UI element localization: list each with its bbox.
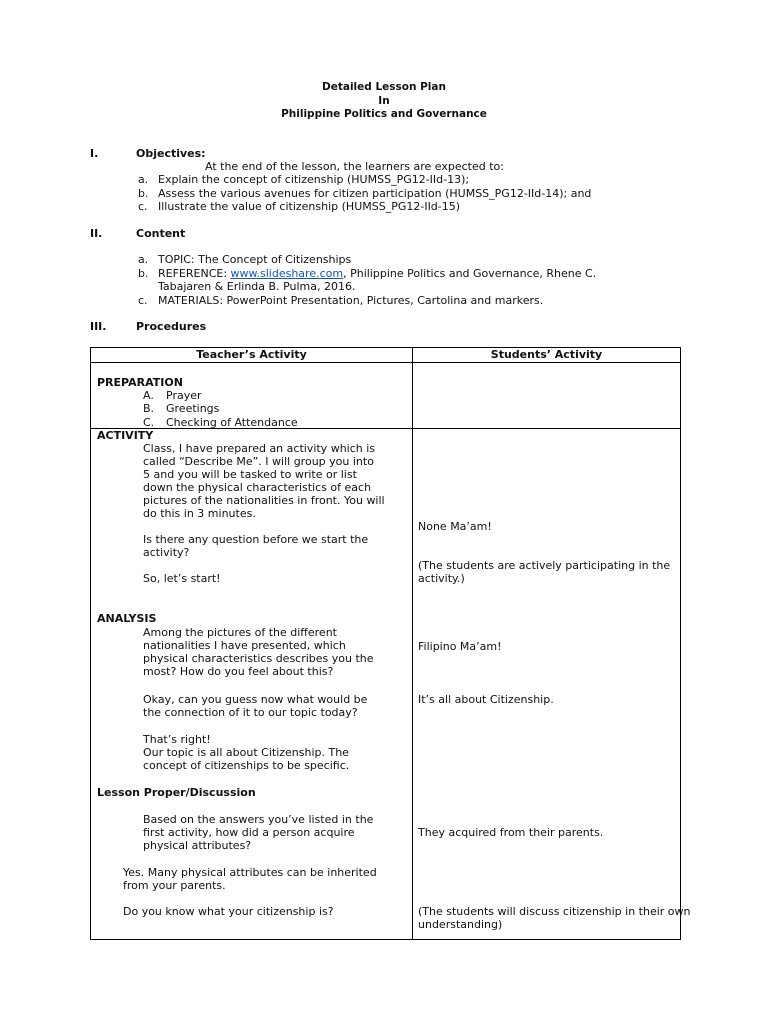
content-reference: [158, 267, 596, 280]
activity-text-line: called “Describe Me”. I will group you into: [143, 455, 374, 468]
analysis-answer-line: That’s right!: [143, 733, 211, 746]
analysis-text-line: Among the pictures of the different: [143, 626, 337, 639]
activity-text-line: 5 and you will be tasked to write or list: [143, 468, 357, 481]
objective-marker: a.: [138, 173, 149, 186]
content-topic: TOPIC: The Concept of Citizenships: [158, 253, 352, 266]
activity-text-line: do this in 3 minutes.: [143, 507, 256, 520]
section-numeral-content: II.: [90, 227, 103, 240]
preparation-students-cell: [413, 363, 681, 429]
activity-start-line: So, let’s start!: [143, 572, 221, 585]
preparation-marker: A.: [143, 389, 154, 402]
objective-marker: b.: [138, 187, 149, 200]
preparation-label: PREPARATION: [97, 376, 183, 389]
objectives-intro: At the end of the lesson, the learners are expected to:: [205, 160, 504, 173]
preparation-item: Prayer: [166, 389, 202, 402]
student-response: None Ma’am!: [418, 520, 492, 533]
procedures-table: [90, 347, 691, 940]
analysis-answer-line: concept of citizenships to be specific.: [143, 759, 350, 772]
objective-item: Illustrate the value of citizenship (HUMSS_PG12-IId-15): [158, 200, 461, 213]
preparation-marker: B.: [143, 402, 155, 415]
analysis-answer-line: Our topic is all about Citizenship. The: [143, 746, 349, 759]
analysis-text-line: physical characteristics describes you the: [143, 652, 374, 665]
student-response-line: understanding): [418, 918, 503, 931]
objective-marker: c.: [138, 200, 148, 213]
preparation-item: Greetings: [166, 402, 220, 415]
preparation-item: Checking of Attendance: [166, 416, 298, 429]
table-header-teacher: Teacher’s Activity: [91, 348, 413, 363]
student-response-line: activity.): [418, 572, 465, 585]
analysis-text-line: nationalities I have presented, which: [143, 639, 346, 652]
activity-label: ACTIVITY: [97, 429, 154, 442]
activity-question-line: Is there any question before we start the: [143, 533, 369, 546]
objective-item: Assess the various avenues for citizen participation (HUMSS_PG12-IId-14); and: [158, 187, 592, 200]
analysis-question-line: the connection of it to our topic today?: [143, 706, 358, 719]
activity-text-line: pictures of the nationalities in front. You will: [143, 494, 385, 507]
content-marker: a.: [138, 253, 149, 266]
lesson-text-line: physical attributes?: [143, 839, 252, 852]
reference-link[interactable]: www.slideshare.com: [230, 267, 344, 280]
student-response: Filipino Ma’am!: [418, 640, 502, 653]
lesson-proper-label: Lesson Proper/Discussion: [97, 786, 256, 799]
document-title: Detailed Lesson Plan: [322, 81, 446, 93]
activity-text-line: Class, I have prepared an activity which is: [143, 442, 376, 455]
analysis-question-line: Okay, can you guess now what would be: [143, 693, 368, 706]
lesson-question-line: Do you know what your citizenship is?: [123, 905, 334, 918]
content-materials: MATERIALS: PowerPoint Presentation, Pictures, Cartolina and markers.: [158, 294, 544, 307]
lesson-text-line: first activity, how did a person acquire: [143, 826, 355, 839]
main-teacher-cell: [91, 429, 413, 940]
section-heading-content: Content: [136, 227, 186, 240]
content-reference-line2: Tabajaren & Erlinda B. Pulma, 2016.: [158, 280, 356, 293]
objective-item: Explain the concept of citizenship (HUMSS_PG12-IId-13);: [158, 173, 470, 186]
main-students-cell: [413, 429, 691, 940]
reference-suffix: , Philippine Politics and Governance, Rhene C.: [343, 267, 597, 280]
table-header-students: Students’ Activity: [413, 348, 681, 363]
section-numeral-objectives: I.: [90, 147, 99, 160]
student-response-line: (The students are actively participating in the: [418, 559, 671, 572]
student-response: They acquired from their parents.: [418, 826, 604, 839]
student-response-line: (The students will discuss citizenship in their own: [418, 905, 691, 918]
content-marker: b.: [138, 267, 149, 280]
lesson-response-line: Yes. Many physical attributes can be inherited: [123, 866, 377, 879]
preparation-marker: C.: [143, 416, 155, 429]
section-heading-procedures: Procedures: [136, 320, 207, 333]
section-heading-objectives: Objectives:: [136, 147, 206, 160]
content-marker: c.: [138, 294, 148, 307]
student-response: It’s all about Citizenship.: [418, 693, 554, 706]
section-numeral-procedures: III.: [90, 320, 107, 333]
document-title-in: In: [378, 95, 390, 107]
activity-question-line: activity?: [143, 546, 190, 559]
analysis-label: ANALYSIS: [97, 612, 157, 625]
activity-text-line: down the physical characteristics of each: [143, 481, 372, 494]
reference-prefix: REFERENCE:: [158, 267, 231, 280]
lesson-text-line: Based on the answers you’ve listed in the: [143, 813, 374, 826]
document-subject: Philippine Politics and Governance: [281, 108, 487, 120]
analysis-text-line: most? How do you feel about this?: [143, 665, 334, 678]
preparation-teacher-cell: [91, 363, 413, 429]
lesson-response-line: from your parents.: [123, 879, 226, 892]
